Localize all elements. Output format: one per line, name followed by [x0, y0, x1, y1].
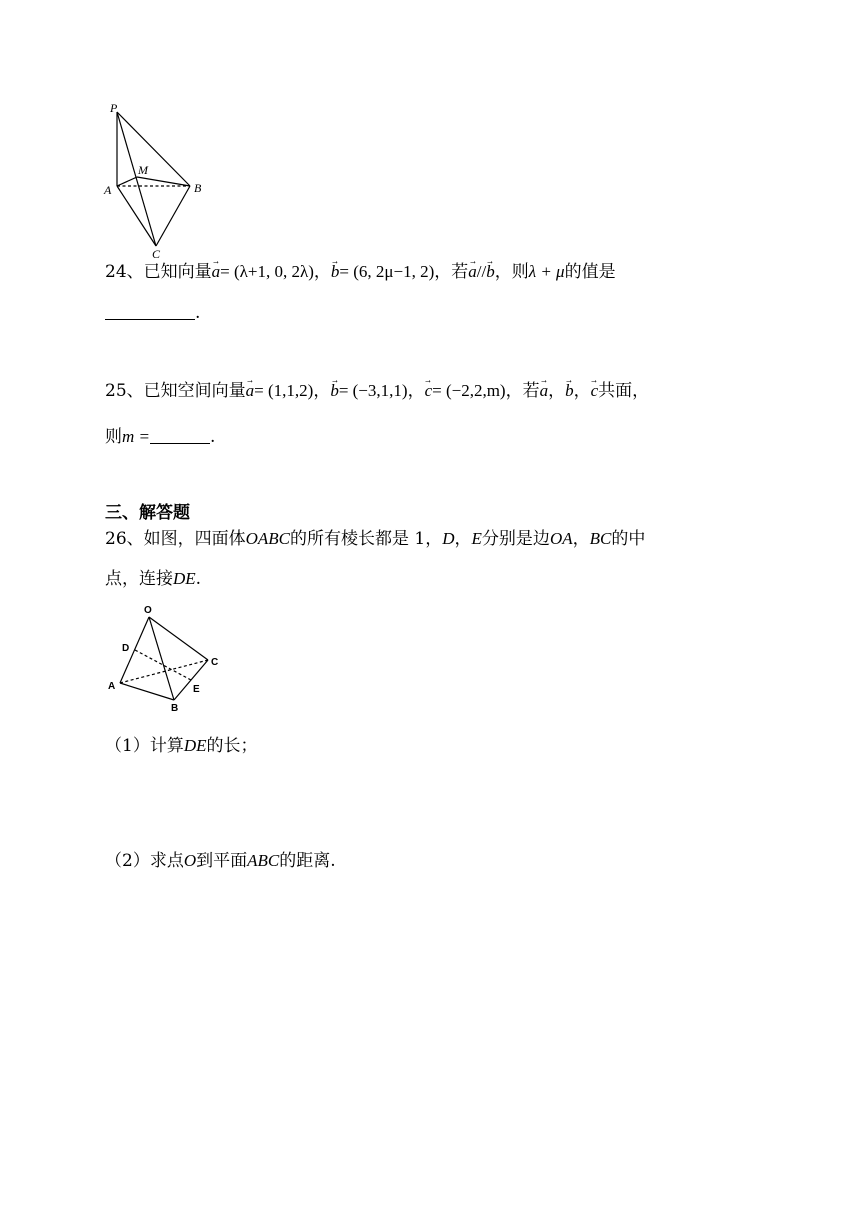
section-title: 三、解答题 [105, 503, 190, 523]
q25-number: 25、 [105, 381, 144, 401]
answer-blank-25[interactable] [150, 427, 210, 444]
edge-AB [120, 683, 174, 700]
vector-a: → a [212, 261, 221, 283]
label-A: A [108, 681, 116, 692]
segment-AM [117, 177, 137, 186]
label-C: C [152, 247, 161, 260]
q26-part1: （1）计算DE的长； [105, 736, 258, 756]
q26-part2: （2）求点O到平面ABC的距离. [105, 851, 336, 871]
label-D: D [122, 643, 130, 654]
edge-BC [174, 660, 208, 700]
label-M: M [138, 163, 148, 177]
edge-BC [156, 186, 190, 246]
edge-AC [117, 186, 156, 246]
answer-blank-24[interactable] [105, 303, 195, 320]
edge-OB [149, 617, 174, 700]
question-26-line2: 点，连接DE. [105, 569, 202, 589]
label-C: C [211, 657, 219, 668]
pyramid-figure [100, 100, 210, 260]
question-26: 26、如图，四面体OABC的所有棱长都是 1，D，E分别是边OA，BC的中 [105, 529, 646, 549]
tetrahedron-figure [100, 600, 230, 715]
vector-a: → a [246, 380, 255, 402]
vector-c: → c [425, 380, 433, 402]
label-P: P [110, 101, 118, 115]
q24-number: 24、 [105, 262, 144, 282]
label-A: A [104, 183, 112, 197]
label-E: E [193, 684, 200, 695]
q26-number: 26、 [105, 529, 144, 549]
question-24: 24、已知向量→ a= (λ+1, 0, 2λ)，→ b= (6, 2μ−1, 2)，若→ a//→ b，则λ + μ的值是 [105, 261, 820, 283]
vector-b: → b [331, 261, 340, 283]
question-25: 25、已知空间向量→ a= (1,1,2)，→ b= (−3,1,1)，→ c= (−2,2,m)，若→ a，→ b，→ c共面， [105, 380, 820, 402]
vector-b: → b [330, 380, 339, 402]
label-O: O [144, 605, 152, 616]
edge-OC [149, 617, 208, 660]
edge-AC-hidden [120, 660, 208, 683]
label-B: B [194, 181, 202, 195]
q25-answer-line: 则m = . [105, 427, 216, 447]
label-B: B [171, 703, 179, 714]
q24-answer-line: . [105, 302, 820, 324]
